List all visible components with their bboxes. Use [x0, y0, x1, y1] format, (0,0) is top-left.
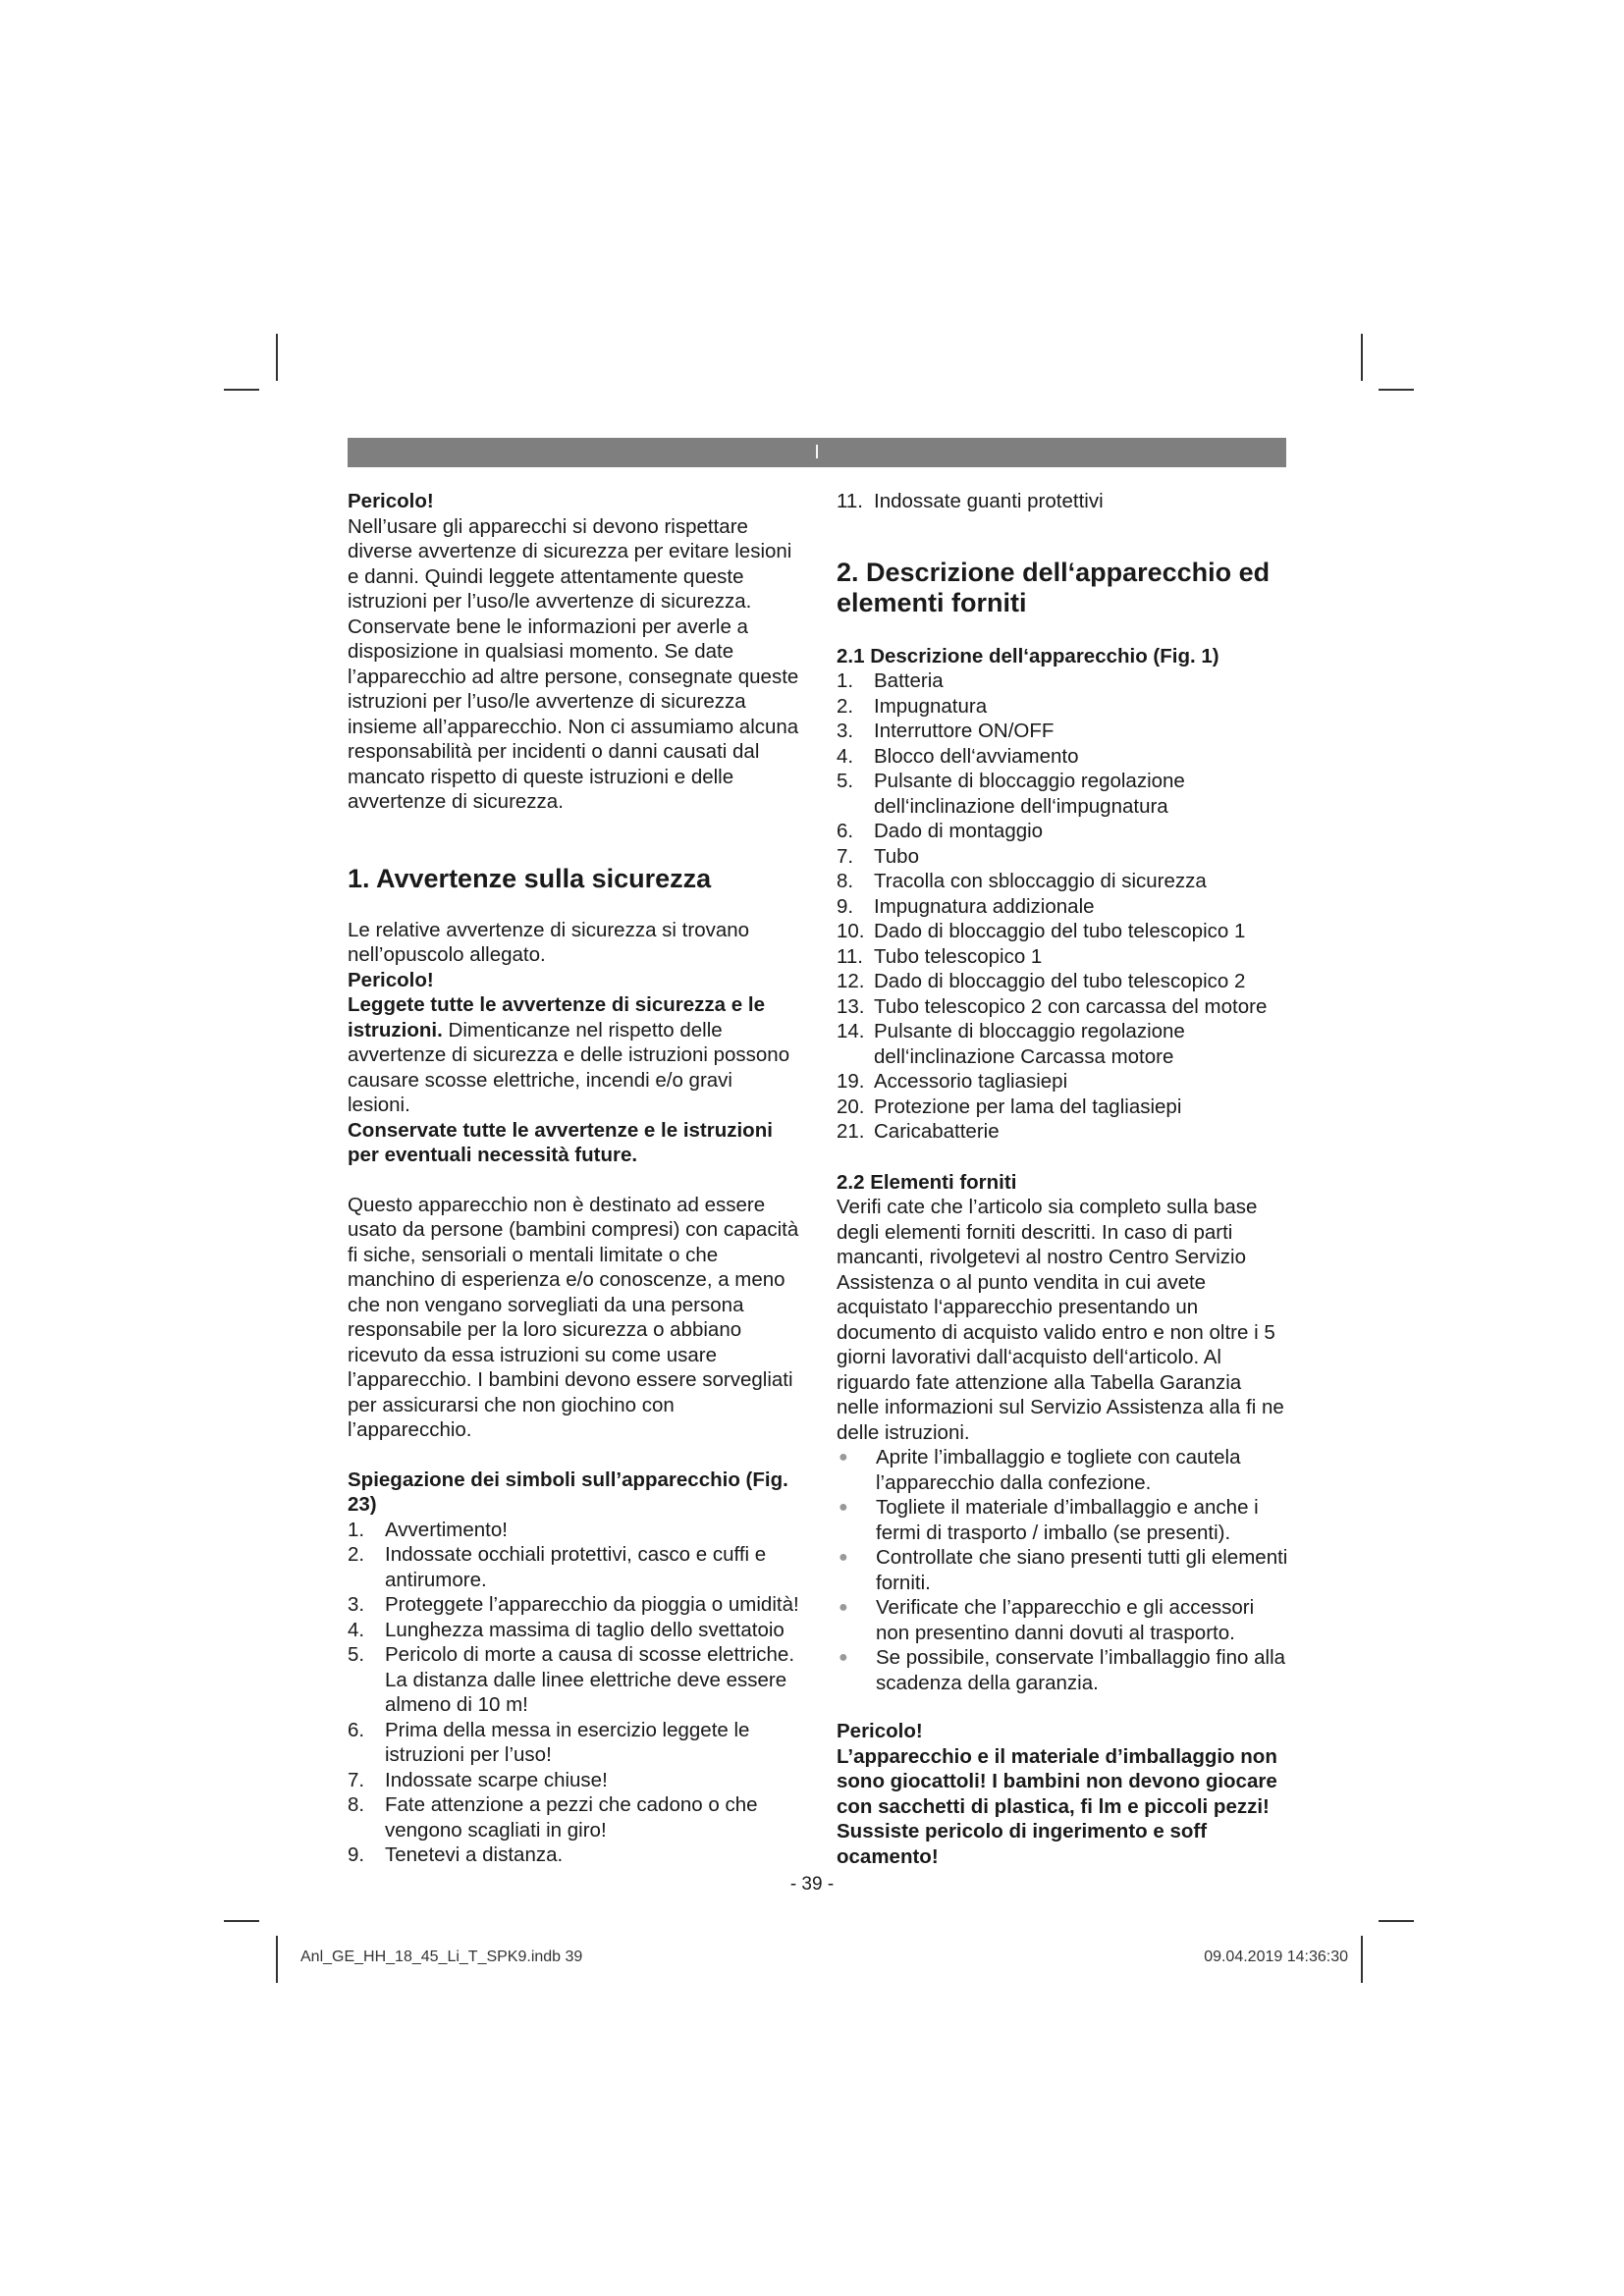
list-item	[348, 1618, 799, 1643]
list-item-number: 11.	[837, 490, 863, 512]
list-item	[348, 1592, 799, 1618]
list-item-number: 6.	[348, 1718, 365, 1741]
page-number: - 39 -	[789, 1874, 835, 1895]
language-header-bar	[348, 438, 1286, 467]
list-item	[837, 869, 1288, 894]
list-item	[837, 1095, 1288, 1120]
section-1-title: 1. Avvertenze sulla sicurezza	[348, 863, 712, 893]
list-item	[837, 1595, 1288, 1645]
list-item-text: Tenetevi a distanza.	[385, 1843, 564, 1866]
list-item-text: Lunghezza massima di taglio dello svettatoio	[385, 1618, 785, 1641]
list-item-text: Tubo telescopico 1	[874, 944, 1043, 968]
list-item-number: 10.	[837, 920, 865, 942]
list-item	[837, 1495, 1288, 1545]
list-item-text: Pericolo di morte a causa di scosse elettriche. La distanza dalle linee elettriche deve essere almeno di 10 m!	[385, 1643, 795, 1716]
list-item-number: 3.	[837, 720, 854, 742]
crop-mark	[1379, 1920, 1414, 1922]
list-item	[348, 1842, 799, 1868]
crop-mark	[1379, 389, 1414, 391]
list-item-text: Avvertimento!	[385, 1518, 508, 1541]
list-item-number: 11.	[837, 944, 863, 968]
list-item-text: Batteria	[874, 669, 944, 692]
symbols-list	[348, 1518, 799, 1868]
danger-title: Pericolo!	[837, 1720, 923, 1742]
danger-text: Dimenticanze nel rispetto delle avvertenze di sicurezza e delle istruzioni possono causare scosse elettriche, incendi e/o gravi lesioni.	[348, 1018, 790, 1116]
list-item	[837, 1545, 1288, 1595]
list-item-number: 3.	[348, 1593, 365, 1616]
list-item	[348, 1518, 799, 1543]
list-item	[837, 819, 1288, 844]
list-item-text: Dado di bloccaggio del tubo telescopico 1	[874, 920, 1246, 942]
bullet-icon: ●	[839, 1599, 848, 1616]
list-item	[348, 1718, 799, 1768]
list-item-number: 2.	[837, 694, 854, 718]
crop-mark	[276, 334, 278, 381]
packaging-danger-text: L’apparecchio e il materiale d’imballaggio non sono giocattoli! I bambini non devono giocare con sacchetti di plastica, fi lm e piccoli pezzi! Sussiste pericolo di ingerimento e soff ocamento!	[837, 1744, 1277, 1868]
list-item-number: 7.	[348, 1768, 365, 1791]
list-item	[837, 769, 1288, 819]
list-item	[837, 844, 1288, 870]
list-item-text: Pulsante di bloccaggio regolazione dell‘inclinazione dell‘impugnatura	[874, 770, 1185, 818]
list-item-text: Verificate che l’apparecchio e gli accessori non presentino danni dovuti al trasporto.	[876, 1596, 1255, 1644]
symbols-list-continued	[837, 489, 1288, 514]
list-item	[837, 944, 1288, 970]
list-item-number: 20.	[837, 1095, 865, 1118]
list-item-text: Proteggete l’apparecchio da pioggia o umidità!	[385, 1593, 799, 1616]
list-item	[837, 994, 1288, 1020]
list-item-number: 1.	[348, 1518, 365, 1541]
list-item-number: 4.	[348, 1618, 365, 1641]
list-item-number: 2.	[348, 1543, 365, 1566]
list-item	[837, 1645, 1288, 1695]
list-item-text: Indossate guanti protettivi	[874, 490, 1104, 512]
crop-mark	[1361, 334, 1363, 381]
crop-mark	[276, 1936, 278, 1983]
list-item	[837, 919, 1288, 944]
danger-bold-text: Leggete tutte le avvertenze di sicurezza e le istruzioni.	[348, 993, 765, 1041]
list-item-text: Impugnatura addizionale	[874, 894, 1095, 918]
list-item-text: Indossate scarpe chiuse!	[385, 1768, 608, 1791]
list-item	[837, 969, 1288, 994]
list-item-text: Caricabatterie	[874, 1120, 1000, 1143]
list-item-text: Impugnatura	[874, 694, 988, 718]
list-item	[837, 694, 1288, 720]
bullet-icon: ●	[839, 1499, 848, 1516]
danger-keep-instructions: Conservate tutte le avvertenze e le istruzioni per eventuali necessità future.	[348, 1118, 773, 1166]
list-item	[837, 894, 1288, 920]
list-item-text: Protezione per lama del tagliasiepi	[874, 1095, 1182, 1118]
list-item-text: Controllate che siano presenti tutti gli elementi forniti.	[876, 1546, 1288, 1594]
bullet-icon: ●	[839, 1549, 848, 1566]
list-item-number: 8.	[837, 870, 854, 892]
list-item-text: Indossate occhiali protettivi, casco e cuffi e antirumore.	[385, 1543, 767, 1591]
list-item	[837, 744, 1288, 770]
list-item-text: Tracolla con sbloccaggio di sicurezza	[874, 870, 1207, 892]
list-item-text: Tubo telescopico 2 con carcassa del motore	[874, 994, 1268, 1018]
list-item-number: 9.	[348, 1843, 365, 1866]
list-item-text: Pulsante di bloccaggio regolazione dell‘inclinazione Carcassa motore	[874, 1020, 1185, 1068]
list-item-text: Prima della messa in esercizio leggete le istruzioni per l’uso!	[385, 1718, 750, 1766]
list-item	[837, 489, 1288, 514]
list-item	[837, 719, 1288, 744]
left-column	[348, 489, 799, 1868]
bullet-icon: ●	[839, 1449, 848, 1466]
footer-file-name: Anl_GE_HH_18_45_Li_T_SPK9.indb 39	[300, 1949, 583, 1965]
list-item	[348, 1792, 799, 1842]
list-item-number: 8.	[348, 1793, 365, 1816]
danger-title: Pericolo!	[348, 968, 434, 991]
list-item	[348, 1768, 799, 1793]
list-item-text: Aprite l’imballaggio e togliete con cautela l’apparecchio dalla confezione.	[876, 1446, 1241, 1494]
subsection-2-2-title: 2.2 Elementi forniti	[837, 1170, 1017, 1194]
list-item	[837, 1069, 1288, 1095]
list-item	[348, 1542, 799, 1592]
list-item	[837, 668, 1288, 694]
list-item-text: Dado di bloccaggio del tubo telescopico 2	[874, 970, 1246, 992]
crop-mark	[224, 1920, 259, 1922]
list-item-number: 5.	[348, 1643, 365, 1666]
list-item-text: Se possibile, conservate l’imballaggio fino alla scadenza della garanzia.	[876, 1646, 1286, 1694]
crop-mark	[1361, 1936, 1363, 1983]
list-item-number: 21.	[837, 1120, 865, 1143]
right-column	[837, 489, 1288, 1869]
list-item-number: 6.	[837, 820, 854, 842]
list-item	[837, 1445, 1288, 1495]
bullet-icon: ●	[839, 1649, 848, 1666]
list-item	[837, 1119, 1288, 1145]
section-2-title: 2. Descrizione dell‘apparecchio ed elementi forniti	[837, 557, 1271, 617]
children-warning-text: Questo apparecchio non è destinato ad essere usato da persone (bambini compresi) con capacità fi siche, sensoriali o mentali limitate o che manchino di esperienza e/o conoscenze, a meno che non vengano sorvegliati da una persona responsabile per la loro sicurezza o abbiano ricevuto da essa istruzioni su come usare l’apparecchio. I bambini devono essere sorvegliati per assicurarsi che non giochino con l’apparecchio.	[348, 1193, 799, 1441]
symbols-title: Spiegazione dei simboli sull’apparecchio (Fig. 23)	[348, 1468, 788, 1516]
list-item	[348, 1642, 799, 1718]
list-item-number: 19.	[837, 1070, 865, 1093]
list-item-text: Blocco dell‘avviamento	[874, 744, 1079, 768]
parts-list	[837, 668, 1288, 1145]
list-item-number: 13.	[837, 994, 865, 1018]
danger-paragraph	[348, 992, 799, 1118]
list-item-number: 1.	[837, 669, 854, 692]
list-item-text: Tubo	[874, 844, 919, 868]
list-item-number: 4.	[837, 744, 854, 768]
subsection-2-2-text: Verifi cate che l’articolo sia completo sulla base degli elementi forniti descritti. In caso di parti mancanti, rivolgetevi al nostro Centro Servizio Assistenza o al punto vendita in cui avete acquistato l‘apparecchio presentando un documento di acquisto valido entro e non oltre i 5 giorni lavorativi dall‘acquisto dell‘articolo. Al riguardo fate attenzione alla Tabella Garanzia nelle informazioni sul Servizio Assistenza alla fi ne delle istruzioni.	[837, 1196, 1284, 1444]
list-item-number: 9.	[837, 894, 854, 918]
list-item	[837, 1019, 1288, 1069]
list-item-text: Interruttore ON/OFF	[874, 720, 1055, 742]
section-1-text: Le relative avvertenze di sicurezza si trovano nell’opuscolo allegato.	[348, 918, 750, 966]
footer-timestamp: 09.04.2019 14:36:30	[1204, 1949, 1348, 1965]
list-item-text: Dado di montaggio	[874, 820, 1044, 842]
list-item-number: 7.	[837, 844, 854, 868]
list-item-text: Fate attenzione a pezzi che cadono o che vengono scagliati in giro!	[385, 1793, 758, 1842]
subsection-2-1-title: 2.1 Descrizione dell‘apparecchio (Fig. 1)	[837, 644, 1219, 667]
language-marker: I	[814, 442, 820, 463]
list-item-number: 5.	[837, 770, 854, 792]
intro-danger-title: Pericolo!	[348, 490, 434, 512]
intro-danger-text: Nell’usare gli apparecchi si devono rispettare diverse avvertenze di sicurezza per evitare lesioni e danni. Quindi leggete attentamente queste istruzioni per l’uso/le avvertenze di sicurezza. Conservate bene le informazioni per averle a disposizione in qualsiasi momento. Se date l’apparecchio ad altre persone, consegnate queste istruzioni per l’uso/le avvertenze di sicurezza insieme all’apparecchio. Non ci assumiamo alcuna responsabilità per incidenti o danni causati dal mancato rispetto di queste istruzioni e delle avvertenze di sicurezza.	[348, 514, 799, 813]
list-item-text: Togliete il materiale d’imballaggio e anche i fermi di trasporto / imballo (se presenti).	[876, 1496, 1259, 1544]
list-item-text: Accessorio tagliasiepi	[874, 1070, 1068, 1093]
list-item-number: 14.	[837, 1020, 865, 1042]
crop-mark	[224, 389, 259, 391]
list-item-number: 12.	[837, 970, 865, 992]
unpacking-steps-list	[837, 1445, 1288, 1695]
